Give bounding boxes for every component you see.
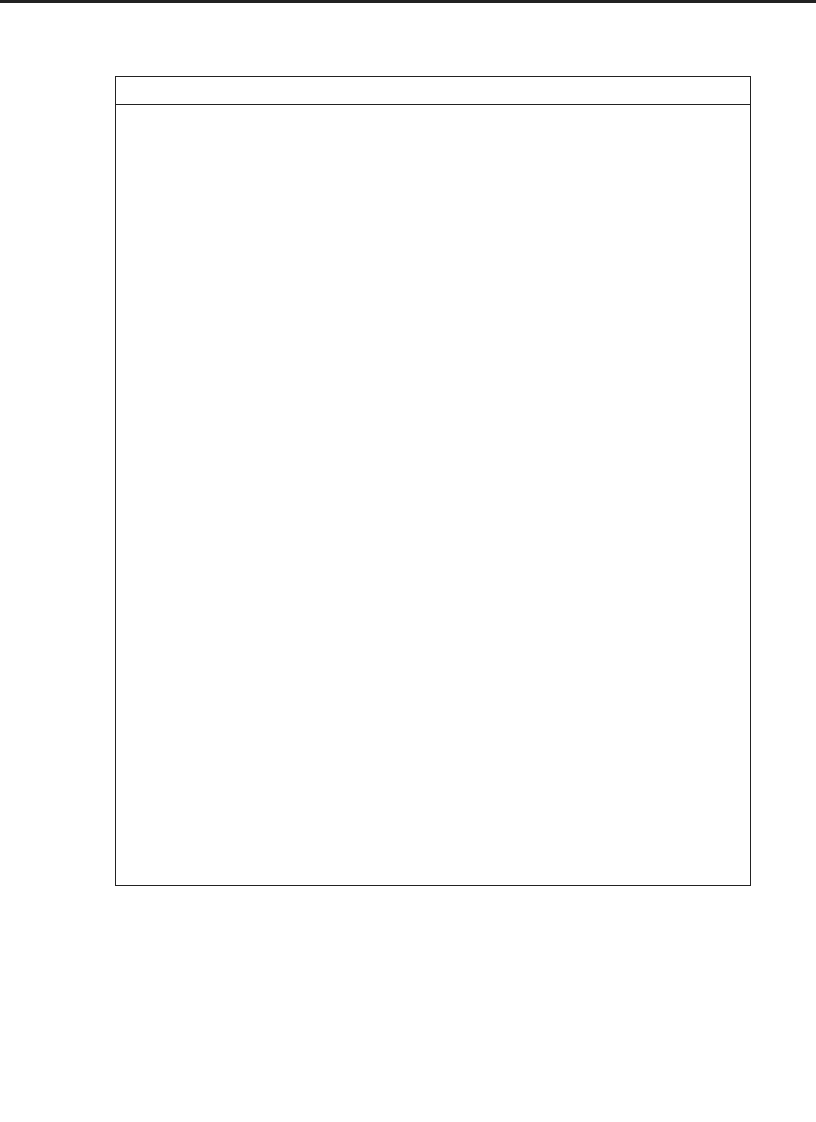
top-border-line (0, 0, 816, 3)
property-section-frame (115, 76, 751, 886)
section-title (116, 77, 750, 105)
